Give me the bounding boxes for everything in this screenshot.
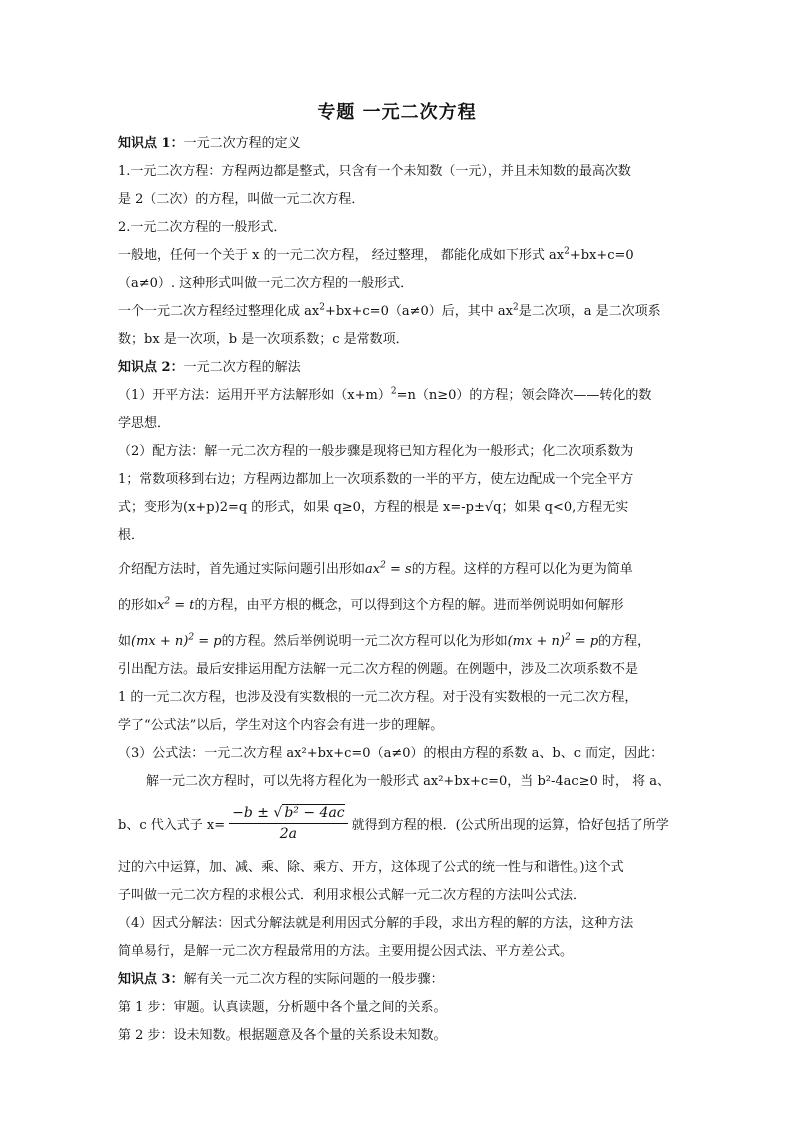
paragraph-line: 解一元二次方程时，可以先将方程化为一般形式 ax²+bx+c=0，当 b²-4ac≥0 时， 将 a、 [146,774,670,789]
section-1-heading: 知识点 1：一元二次方程的定义 [118,136,301,151]
paragraph-line: 是 2（二次）的方程，叫做一元二次方程． [118,192,365,207]
paragraph-line: （1）开平方法：运用开平方法解形如$(x+m)^2=n(n\ge 0)$的方程；领会降次——转化的数 [118,386,652,403]
paragraph-line: （a≠0）. 这种形式叫做一元二次方程的一般形式． [118,276,414,291]
paragraph-line: 学思想． [118,416,171,431]
formula-denominator: 2a [279,825,297,842]
paragraph-line: 简单易行，是解一元二次方程最常用的方法。主要用提公因式法、平方差公式。 [118,944,574,959]
paragraph-line: 根． [118,528,145,543]
page-title: 专题 一元二次方程 [317,102,477,123]
paragraph-line: 一般地，任何一个关于 x 的一元二次方程， 经过整理， 都能化成如下形式 $ax^2+bx+c=0$ [118,246,634,263]
paragraph-line: （4）因式分解法：因式分解法就是利用因式分解的手段，求出方程的解的方法，这种方法 [118,916,634,931]
paragraph-line: 1；常数项移到右边；方程两边都加上一次项系数的一半的平方，使左边配成一个完全平方 [118,472,634,487]
section-3-heading: 知识点 3：解有关一元二次方程的实际问题的一般步骤： [118,972,444,987]
document-body [118,132,678,1048]
paragraph-line: 1.一元二次方程：方程两边都是整式，只含有一个未知数（一元），并且未知数的最高次数 [118,164,631,179]
paragraph-line: 1 的一元二次方程，也涉及没有实数根的一元二次方程。对于没有实数根的一元二次方程， [118,690,638,705]
formula-numerator: −b ± √ b² − 4ac [229,805,348,824]
formula-line: b、c 代入式子 x= $\frac{\text{−b ± √ b² − 4ac}}{2a}$ 就得到方程的根．(公式所出现的运算，恰好包括了所学 [118,804,669,842]
step-line: 第 1 步：审题。认真读题，分析题中各个量之间的关系。 [118,1000,447,1015]
paragraph-line: 式；变形为(x+p)2=q 的形式，如果 q≥0，方程的根是 x=-p±√q；如果 q<0,方程无实 [118,500,629,515]
paragraph-line: （2）配方法：解一元二次方程的一般步骤是现将已知方程化为一般形式；化二次项系数为 [118,444,634,459]
paragraph-line: 如(mx + n)$^2$ = p的方程。然后举例说明一元二次方程可以化为形如(mx + n)$^2$ = p的方程， [118,632,651,649]
math-mxn-p: (mx + n)$^2$ = p [131,632,222,649]
paragraph-line: （3）公式法：一元二次方程 ax²+bx+c=0（a≠0）的根由方程的系数 a、b、c 而定，因此： [118,746,664,761]
quadratic-formula [229,805,348,842]
paragraph-line: 的形如$x^2 = t$的方程，由平方根的概念，可以得到这个方程的解。进而举例说明如何解形 [118,596,624,613]
math-ax2-s: $ax^2 = s$ [365,560,412,577]
step-line: 第 2 步：设未知数。根据题意及各个量的关系设未知数。 [118,1028,447,1043]
paragraph-line: 引出配方法。最后安排运用配方法解一元二次方程的例题。在例题中，涉及二次项系数不是 [118,662,639,677]
section-2-heading: 知识点 2：一元二次方程的解法 [118,360,301,375]
math-x2-t: $x^2 = t$ [157,596,195,613]
paragraph-line: 学了“公式法”以后，学生对这个内容会有进一步的理解。 [118,718,444,733]
paragraph-line: 子叫做一元二次方程的求根公式．利用求根公式解一元二次方程的方法叫公式法． [118,888,587,903]
paragraph-line: 数；bx 是一次项，b 是一次项系数；c 是常数项． [118,332,409,347]
paragraph-line: 介绍配方法时，首先通过实际问题引出形如$ax^2 = s$的方程。这样的方程可以化为更为简单 [118,560,633,577]
paragraph-line: 一个一元二次方程经过整理化成 $ax^2+bx+c=0(a\ne 0)$后，其中 $ax^2$是二次项，a 是二次项系 [118,302,661,319]
paragraph-line: 过的六中运算，加、减、乘、除、乘方、开方，这体现了公式的统一性与和谐性。)这个式 [118,860,624,875]
paragraph-line: 2.一元二次方程的一般形式． [118,220,287,235]
math-mxn-p: (mx + n)$^2$ = p [507,632,599,649]
